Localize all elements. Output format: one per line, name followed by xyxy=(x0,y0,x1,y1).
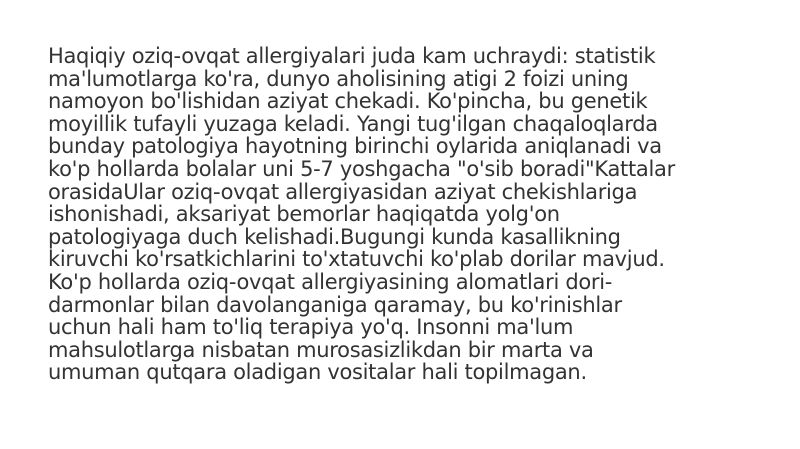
text-line: mahsulotlarga nisbatan murosasizlikdan bir marta va xyxy=(48,337,594,362)
body-paragraph xyxy=(48,45,748,384)
text-line: bunday patologiya hayotning birinchi oylarida aniqlanadi va xyxy=(48,134,662,159)
text-line: darmonlar bilan davolanganiga qaramay, bu ko'rinishlar xyxy=(48,292,622,317)
text-line: uchun hali ham to'liq terapiya yo'q. Insonni ma'lum xyxy=(48,315,574,340)
text-line: Haqiqiy oziq-ovqat allergiyalari juda kam uchraydi: statistik xyxy=(48,44,656,68)
text-line: orasidaUlar oziq-ovqat allergiyasidan aziyat chekishlariga xyxy=(48,179,638,204)
text-line: namoyon bo'lishidan aziyat chekadi. Ko'pincha, bu genetik xyxy=(48,89,648,114)
text-line: umuman qutqara oladigan vositalar hali topilmagan. xyxy=(48,360,587,385)
text-line: patologiyaga duch kelishadi.Bugungi kunda kasallikning xyxy=(48,224,621,249)
text-line: Ko'p hollarda oziq-ovqat allergiyasining alomatlari dori- xyxy=(48,269,613,294)
text-line: ko'p hollarda bolalar uni 5-7 yoshgacha "o'sib boradi"Kattalar xyxy=(48,156,675,181)
text-line: kiruvchi ko'rsatkichlarini to'xtatuvchi ko'plab dorilar mavjud. xyxy=(48,247,665,272)
text-line: ma'lumotlarga ko'ra, dunyo aholisining atigi 2 foizi uning xyxy=(48,66,629,91)
text-line: moyillik tufayli yuzaga keladi. Yangi tug'ilgan chaqaloqlarda xyxy=(48,111,658,136)
text-line: ishonishadi, aksariyat bemorlar haqiqatda yolg'on xyxy=(48,202,560,227)
